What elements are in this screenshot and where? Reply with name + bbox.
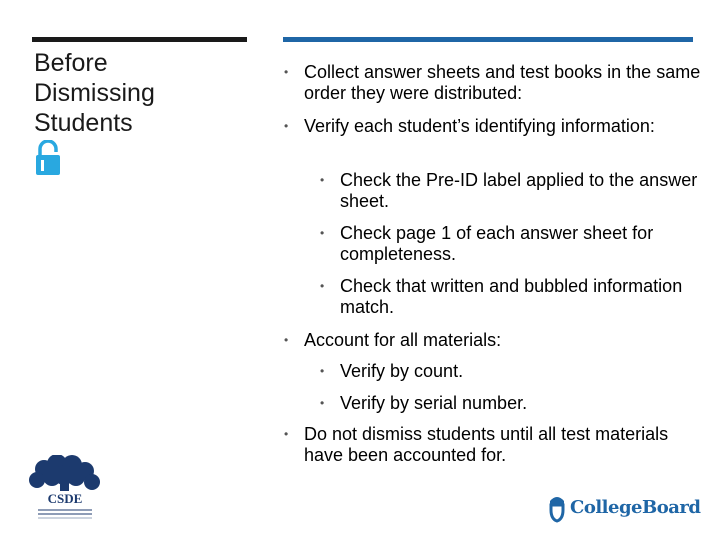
acorn-icon	[544, 493, 570, 523]
bullet-do-not-dismiss	[284, 424, 704, 466]
csde-logo	[24, 455, 106, 525]
slide-title	[34, 48, 234, 138]
bullet-text: Account for all materials:	[304, 330, 502, 350]
title-line-3: Students	[34, 109, 133, 137]
bullet-account	[284, 330, 704, 351]
left-title-divider	[32, 37, 247, 42]
title-line-2: Dismissing	[34, 79, 155, 107]
bullet-collect	[284, 62, 704, 104]
content-divider	[283, 37, 693, 42]
bullet-verify-info	[284, 116, 704, 137]
bullet-dot: •	[284, 65, 289, 79]
bullet-text: Verify by count.	[340, 361, 464, 381]
bullet-text: Verify by serial number.	[340, 393, 528, 413]
bullet-dot: •	[320, 226, 325, 240]
bullet-text: Do not dismiss students until all test materials have been accounted for.	[304, 424, 669, 465]
csde-wordmark: CSDE	[47, 491, 83, 506]
college-board-logo	[544, 493, 702, 523]
sub-bullet-page-1	[320, 223, 700, 265]
bullet-dot: •	[284, 427, 289, 441]
bullet-dot: •	[320, 279, 325, 293]
bullet-text: Check the Pre-ID label applied to the answer sheet.	[340, 170, 698, 211]
college-board-wordmark: CollegeBoard	[570, 497, 701, 518]
bullet-dot: •	[284, 333, 289, 347]
sub-bullet-count	[320, 361, 700, 382]
bullet-dot: •	[284, 119, 289, 133]
sub-bullet-serial	[320, 393, 700, 414]
title-line-1: Before	[34, 49, 108, 77]
bullet-dot: •	[320, 396, 325, 410]
bullet-text: Check page 1 of each answer sheet for completeness.	[340, 223, 654, 264]
bullet-dot: •	[320, 364, 325, 378]
bullet-text: Check that written and bubbled information match.	[340, 276, 683, 317]
bullet-text: Collect answer sheets and test books in the same order they were distributed:	[304, 62, 701, 103]
bullet-dot: •	[320, 173, 325, 187]
sub-bullet-match	[320, 276, 700, 318]
open-padlock-icon	[35, 140, 61, 176]
sub-bullet-pre-id	[320, 170, 700, 212]
bullet-text: Verify each student’s identifying information:	[304, 116, 655, 136]
